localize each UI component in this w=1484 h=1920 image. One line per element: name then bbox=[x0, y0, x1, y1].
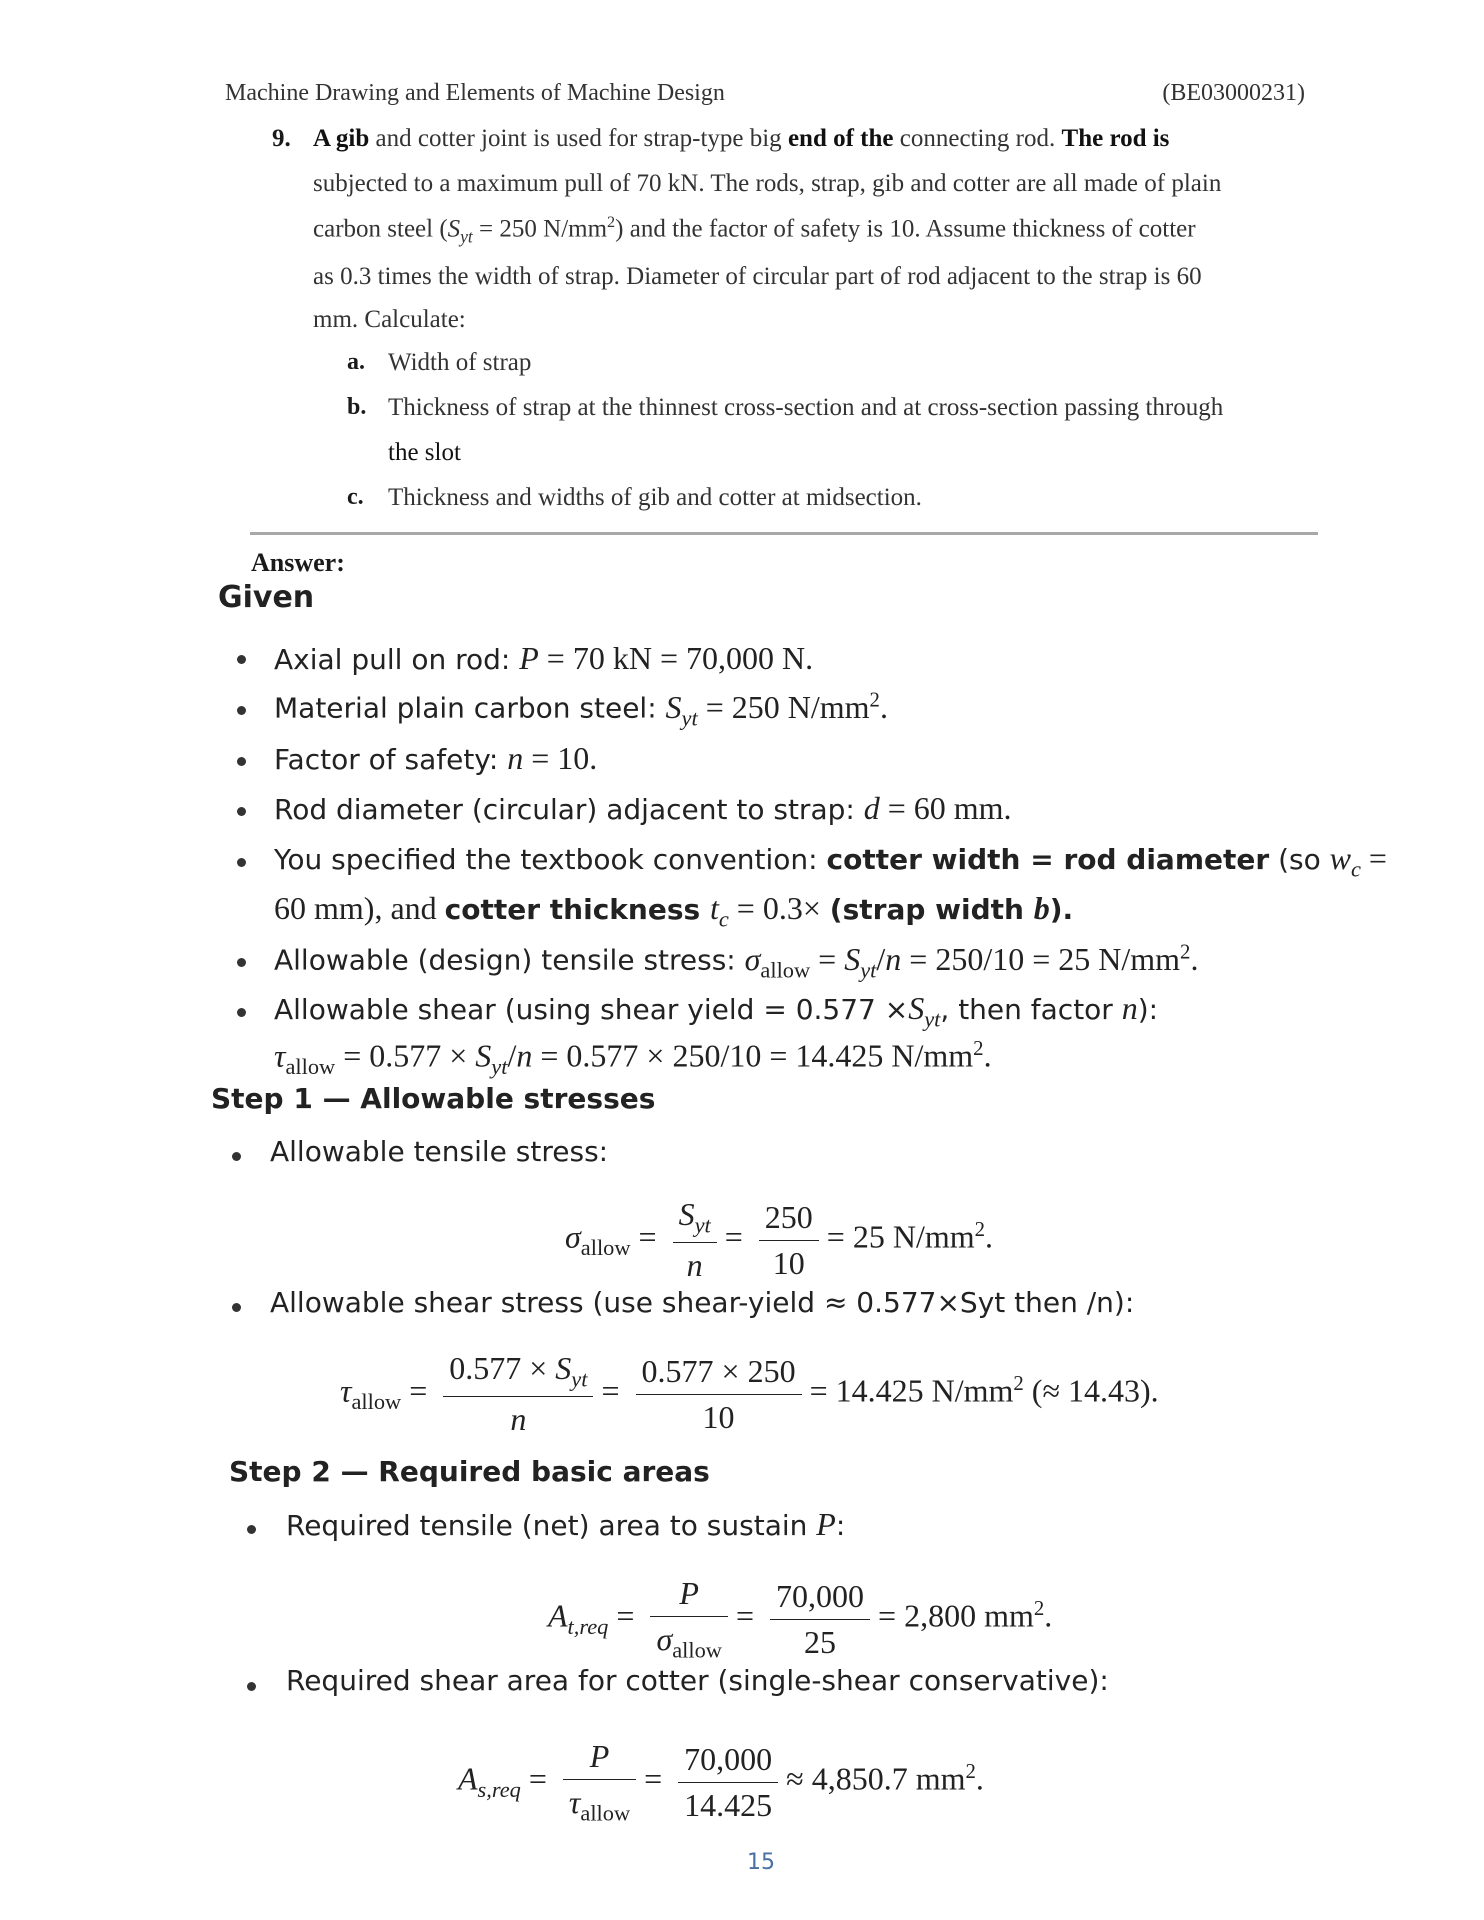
step1-sigma-equation: $\sigma_{allow}$ = $\frac{S_{yt}}{n}$ = $\frac{250}{10}$ = 25 $N/mm^2$. bbox=[565, 1196, 994, 1284]
given-material: Material plain carbon steel: $S_{yt} = 250$ $N/mm^2$. bbox=[274, 688, 888, 731]
step1-tensile-label: Allowable tensile stress: bbox=[270, 1135, 609, 1168]
page-number: 15 bbox=[747, 1850, 775, 1875]
item-a-text: Width of strap bbox=[388, 349, 532, 376]
question-line-4: as 0.3 times the width of strap. Diameter of circular part of rod adjacent to the strap is 60 bbox=[313, 263, 1202, 290]
question-line-1: A gib and cotter joint is used for strap-type big end of the connecting rod. The rod is bbox=[313, 125, 1170, 152]
bullet-icon bbox=[247, 1682, 256, 1691]
step1-tau-equation: $\tau_{allow}$ = $\frac{0.577 \times S_{yt}}{n}$ = $\frac{0.577 \times 250}{10}$ = 14.425 $N/mm^2$ (≈ 14.43). bbox=[340, 1350, 1159, 1438]
step1-shear-label: Allowable shear stress (use shear-yield ≈ 0.577×Syt then /n): bbox=[270, 1286, 1135, 1319]
bullet-icon bbox=[232, 1152, 241, 1161]
given-tau-allow-equation: $\tau_{allow} = 0.577 \times S_{yt}/n = 0.577 \times 250/10 = 14.425$ $N/mm^2$. bbox=[274, 1037, 992, 1080]
given-convention-line-1: You specified the textbook convention: cotter width = rod diameter (so $w_c$ = bbox=[274, 840, 1387, 882]
step2-heading: Step 2 — Required basic areas bbox=[229, 1455, 710, 1488]
given-convention-line-2: 60 mm), and cotter thickness $t_c = 0.3\times$ (strap width b). bbox=[274, 890, 1074, 932]
item-a-letter: a. bbox=[347, 349, 365, 375]
bullet-icon bbox=[237, 958, 246, 967]
bullet-icon bbox=[232, 1303, 241, 1312]
question-number: 9. bbox=[272, 125, 291, 152]
bullet-icon bbox=[237, 655, 246, 664]
item-b-continuation: the slot bbox=[388, 439, 461, 466]
header-code: (BE03000231) bbox=[1162, 80, 1305, 106]
question-line-5: mm. Calculate: bbox=[313, 306, 466, 333]
step2-tensile-area-equation: $A_{t,req}$ = $\frac{P}{\sigma_{allow}}$ = $\frac{70,000}{25}$ = 2,800 $mm^2$. bbox=[548, 1575, 1053, 1663]
step2-shear-area-label: Required shear area for cotter (single-shear conservative): bbox=[286, 1664, 1109, 1697]
question-line-3: carbon steel ($S_{yt} = 250$ $N/mm^2$) and the factor of safety is 10. Assume thickness of cotter bbox=[313, 213, 1196, 247]
step2-tensile-area-label: Required tensile (net) area to sustain P: bbox=[286, 1506, 846, 1542]
given-allowable-tensile: Allowable (design) tensile stress: $\sigma_{allow} = S_{yt}/n = 250/10 = 25$ $N/mm^2$. bbox=[274, 940, 1199, 983]
given-axial-pull: Axial pull on rod: P = 70 kN = 70,000 N. bbox=[274, 640, 814, 676]
answer-heading: Answer: bbox=[251, 548, 345, 577]
given-heading: Given bbox=[218, 580, 315, 615]
bullet-icon bbox=[237, 807, 246, 816]
question-line-2: subjected to a maximum pull of 70 kN. The rods, strap, gib and cotter are all made of plain bbox=[313, 170, 1222, 197]
header-title: Machine Drawing and Elements of Machine Design bbox=[225, 80, 725, 106]
section-divider bbox=[250, 532, 1318, 535]
item-c-letter: c. bbox=[347, 484, 364, 510]
item-b-text: Thickness of strap at the thinnest cross-section and at cross-section passing through bbox=[388, 394, 1224, 421]
item-c-text: Thickness and widths of gib and cotter at midsection. bbox=[388, 484, 922, 511]
given-rod-diameter: Rod diameter (circular) adjacent to strap: d = 60 mm. bbox=[274, 790, 1012, 826]
bullet-icon bbox=[237, 757, 246, 766]
bullet-icon bbox=[247, 1525, 256, 1534]
given-allowable-shear: Allowable shear (using shear yield = $0.577 \times S_{yt}$, then factor n): bbox=[274, 990, 1159, 1032]
bullet-icon bbox=[237, 1008, 246, 1017]
given-factor-of-safety: Factor of safety: n = 10. bbox=[274, 740, 598, 776]
step2-shear-area-equation: $A_{s,req}$ = $\frac{P}{\tau_{allow}}$ = $\frac{70,000}{14.425}$ ≈ 4,850.7 $mm^2$. bbox=[458, 1738, 984, 1826]
page-header bbox=[225, 80, 1305, 107]
item-b-letter: b. bbox=[347, 394, 367, 420]
bullet-icon bbox=[237, 706, 246, 715]
step1-heading: Step 1 — Allowable stresses bbox=[211, 1082, 656, 1115]
bullet-icon bbox=[237, 858, 246, 867]
